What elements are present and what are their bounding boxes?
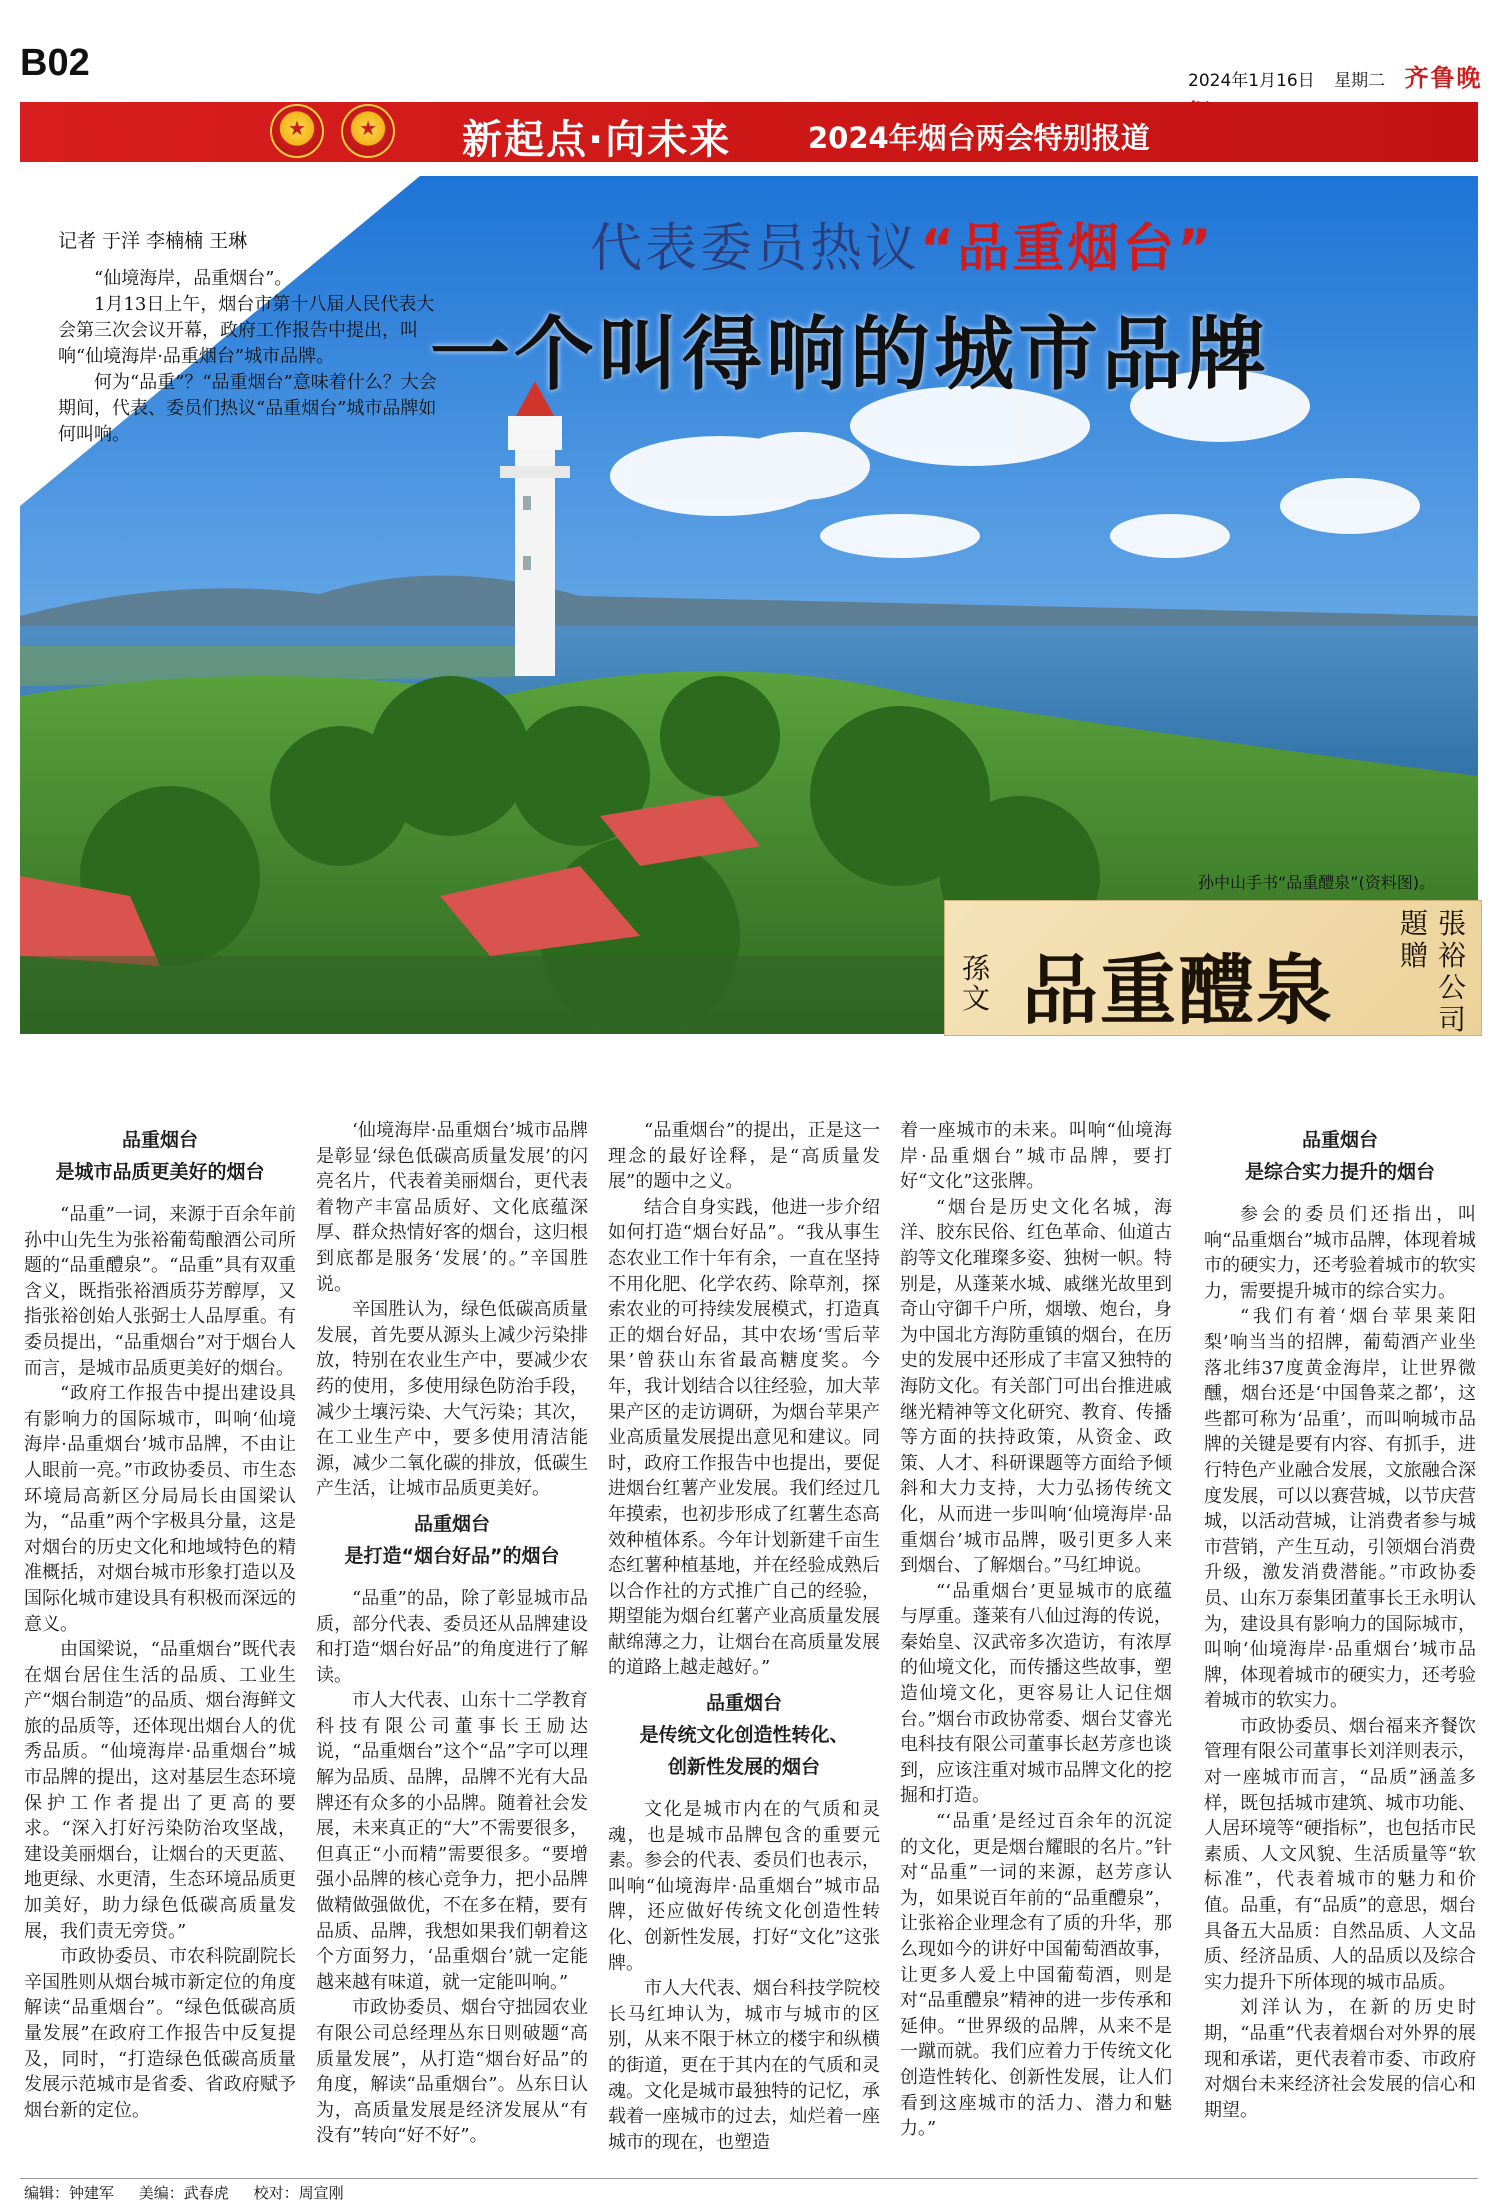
subhead-line: 创新性发展的烟台 bbox=[667, 1756, 820, 1779]
proofreader-credit: 校对：周宣刚 bbox=[253, 2184, 344, 2202]
body-paragraph: “‘品重烟台’更显城市的底蕴与厚重。蓬莱有八仙过海的传说，秦始皇、汉武帝多次造访，有浓厚的仙境文化，而传播这些故事，塑造仙境文化，更容易让人记住烟台。”烟台市政协常委、烟台艾睿光电科技有限公司董事长赵芳彦也谈到，应该注重对城市品牌文化的挖掘和打造。 bbox=[900, 1580, 1172, 1807]
body-paragraph: “政府工作报告中提出建设具有影响力的国际城市，叫响‘仙境海岸·品重烟台’城市品牌，不由让人眼前一亮。”市政协委员、市生态环境局高新区分局局长由国梁认为，“品重”两个字极具分量，这是对烟台的历史文化和地域特色的精准概括，对烟台城市形象打造以及国际化城市建设具有积极而深远的意义。 bbox=[24, 1383, 296, 1635]
body-paragraph: 参会的委员们还指出，叫响“品重烟台”城市品牌，体现着城市的硬实力，还考验着城市的软实力，需要提升城市的综合实力。 bbox=[1204, 1204, 1476, 1302]
photo-caption: 孙中山手书“品重醴泉”(资料图)。 bbox=[1198, 873, 1436, 892]
body-paragraph: 市政协委员、市农科院副院长辛国胜则从烟台城市新定位的角度解读“品重烟台”。“绿色低碳高质量发展”在政府工作报告中反复提及，同时，“打造绿色低碳高质量发展示范城市是省委、省政府赋予烟台新的定位。 bbox=[24, 1946, 296, 2121]
lead-paragraph: 何为“品重”？“品重烟台”意味着什么？大会期间，代表、委员们热议“品重烟台”城市品牌如何叫响。 bbox=[58, 372, 437, 445]
subhead-line: 是传统文化创造性转化、 bbox=[639, 1724, 849, 1747]
section-subhead bbox=[24, 1124, 296, 1188]
subhead-line: 品重烟台 bbox=[121, 1129, 198, 1151]
lead-paragraph: “仙境海岸，品重烟台”。 bbox=[94, 268, 293, 289]
body-paragraph: 市人大代表、烟台科技学院校长马红坤认为，城市与城市的区别，从来不限于林立的楼宇和纵横的街道，更在于其内在的气质和灵魂。文化是城市最独特的记忆，承载着一座城市的过去，灿烂着一座城市的现在，也塑造 bbox=[608, 1978, 880, 2153]
section-subhead bbox=[316, 1508, 588, 1572]
calligraphy-main-text: 品重醴泉 bbox=[1022, 946, 1334, 1035]
body-paragraph: “‘品重’是经过百余年的沉淀的文化，更是烟台耀眼的名片。”针对“品重”一词的来源，赵芳彦认为，如果说百年前的“品重醴泉”，让张裕企业理念有了质的升华，那么现如今的讲好中国葡萄酒故事，让更多人爱上中国葡萄酒，则是对“品重醴泉”精神的进一步传承和延伸。“世界级的品牌，从来不是一蹴而就。我们应着力于传统文化创造性转化、创新性发展，让人们看到这座城市的活力、潜力和魅力。” bbox=[900, 1811, 1172, 2140]
body-paragraph: ‘仙境海岸·品重烟台’城市品牌是彰显‘绿色低碳高质量发展’的闪亮名片，代表着美丽烟台，更代表着物产丰富品质好、文化底蕴深厚、群众热情好客的烟台，这归根到底都是服务‘发展’的。”辛国胜说。 bbox=[316, 1120, 588, 1295]
article-column-2 bbox=[316, 1118, 588, 2149]
subhead-line: 是城市品质更美好的烟台 bbox=[55, 1161, 265, 1183]
subhead-line: 品重烟台 bbox=[413, 1512, 490, 1535]
page-number: B02 bbox=[20, 42, 90, 84]
designer-credit: 美编：武春虎 bbox=[138, 2184, 229, 2202]
body-paragraph: 文化是城市内在的气质和灵魂，也是城市品牌包含的重要元素。参会的代表、委员们也表示，叫响“仙境海岸·品重烟台”城市品牌，还应做好传统文化创造性转化、创新性发展，打好“文化”这张牌。 bbox=[608, 1799, 880, 1974]
body-paragraph: “品重”的品，除了彰显城市品质，部分代表、委员还从品牌建设和打造“烟台好品”的角度进行了解读。 bbox=[316, 1587, 588, 1686]
body-paragraph: 由国梁说，“品重烟台”既代表在烟台居住生活的品质、工业生产“烟台制造”的品质、烟台海鲜文旅的品质等，还体现出烟台人的优秀品质。“仙境海岸·品重烟台”城市品牌的提出，这对基层生态环境保护工作者提出了更高的要求。“深入打好污染防治攻坚战，建设美丽烟台，让烟台的天更蓝、地更绿、水更清，生态环境品质更加美好，助力绿色低碳高质量发展，我们责无旁贷。” bbox=[24, 1639, 296, 1942]
credits-footer bbox=[24, 2182, 364, 2203]
calligraphy-signature: 孫文 bbox=[962, 952, 991, 1015]
body-paragraph: “我们有着‘烟台苹果莱阳梨’响当当的招牌，葡萄酒产业坐落北纬37度黄金海岸，让世界微醺，烟台还是‘中国鲁菜之都’，这些都可称为‘品重’，而叫响城市品牌的关键是要有内容、有抓手，进行特色产业融合发展，文旅融合深度发展，可以以赛营城，以节庆营城，以活动营城，让消费者参与城市营销，产生互动，引领烟台消费升级，激发消费潜能。”市政协委员、山东万泰集团董事长王永明认为，建设具有影响力的国际城市，叫响‘仙境海岸·品重烟台’城市品牌，体现着城市的硬实力，还考验着城市的软实力。 bbox=[1204, 1306, 1476, 1712]
body-paragraph: “烟台是历史文化名城，海洋、胶东民俗、红色革命、仙道古韵等文化璀璨多姿、独树一帜。特别是，从蓬莱水城、戚继光故里到奇山守御千户所，烟墩、炮台，身为中国北方海防重镇的烟台，在历史的发展中还形成了丰富又独特的海防文化。有关部门可出台推进戚继光精神等文化研究、教育、传播等方面的扶持政策，从资金、政策、人才、科研课题等方面给予倾斜和大力支持，大力弘扬传统文化，从而进一步叫响‘仙境海岸·品重烟台’城市品牌，吸引更多人来到烟台、了解烟台。”马红坤说。 bbox=[900, 1196, 1172, 1577]
calligraphy-dedication bbox=[1388, 908, 1468, 1036]
banner-subtitle: 2024年烟台两会特别报道 bbox=[808, 121, 1150, 155]
reporter-byline: 记者 于洋 李楠楠 王琳 bbox=[58, 230, 248, 252]
body-paragraph: 市政协委员、烟台福来齐餐饮管理有限公司董事长刘洋则表示，对一座城市而言，“品质”涵盖多样，既包括城市建筑、城市功能、人居环境等“硬指标”，也包括市民素质、人文风貌、生活质量等“软标准”，代表着城市的魅力和价值。品重，有“品质”的意思，烟台具备五大品质：自然品质、人文品质、经济品质、人的品质以及综合实力提升下所体现的城市品质。 bbox=[1204, 1715, 1476, 1993]
body-paragraph: 市政协委员、烟台守拙园农业有限公司总经理丛东日则破题“高质量发展”，从打造“烟台好品”的角度，解读“品重烟台”。丛东日认为，高质量发展是经济发展从“有没有”转向“好不好”。 bbox=[316, 1997, 588, 2147]
lead-paragraphs bbox=[58, 266, 448, 448]
issue-date: 2024年1月16日 bbox=[1188, 71, 1315, 91]
issue-weekday: 星期二 bbox=[1334, 71, 1386, 91]
headline-kicker bbox=[590, 206, 1214, 281]
subhead-line: 是综合实力提升的烟台 bbox=[1244, 1161, 1435, 1183]
section-subhead bbox=[608, 1687, 880, 1783]
special-report-banner bbox=[20, 102, 1478, 162]
footer-divider bbox=[20, 2178, 1478, 2179]
national-emblem-icon bbox=[270, 104, 324, 158]
article-column-3 bbox=[608, 1118, 880, 2155]
article-column-4 bbox=[900, 1118, 1172, 2142]
body-paragraph: 刘洋认为，在新的历史时期，“品重”代表着烟台对外界的展现和承诺，更代表着市委、市政府对烟台未来经济社会发展的信心和期望。 bbox=[1204, 1997, 1476, 2121]
lead-paragraph: 1月13日上午，烟台市第十八届人民代表大会第三次会议开幕，政府工作报告中提出，叫响“仙境海岸·品重烟台”城市品牌。 bbox=[58, 294, 435, 367]
subhead-line: 品重烟台 bbox=[705, 1692, 782, 1715]
body-paragraph: 市人大代表、山东十二学教育科技有限公司董事长王励达说，“品重烟台”这个“品”字可以理解为品质、品牌，品牌不光有大品牌还有众多的小品牌。随着社会发展，未来真正的“大”不需要很多，但真正“小而精”需要很多。“要增强小品牌的核心竞争力，把小品牌做精做强做优，不在多在精，要有品质、品牌，我想如果我们朝着这个方面努力，‘品重烟台’就一定能越来越有味道，就一定能叫响。” bbox=[316, 1690, 588, 1993]
banner-title: 新起点·向未来 bbox=[462, 117, 732, 163]
editor-credit: 编辑：钟建军 bbox=[24, 2184, 115, 2202]
body-paragraph: 着一座城市的未来。叫响“仙境海岸·品重烟台”城市品牌，要打好“文化”这张牌。 bbox=[900, 1120, 1172, 1193]
article-column-1 bbox=[24, 1118, 296, 2123]
emblem-group bbox=[270, 104, 407, 162]
body-paragraph: 辛国胜认为，绿色低碳高质量发展，首先要从源头上减少污染排放，特别在农业生产中，要减少农药的使用，多使用绿色防治手段，减少土壤污染、大气污染；其次，在工业生产中，要多使用清洁能源，减少二氧化碳的排放，低碳生产生活，让城市品质更美好。 bbox=[316, 1299, 588, 1500]
section-subhead bbox=[1204, 1124, 1476, 1188]
calligraphy-dedication-col: 題贈 bbox=[1399, 907, 1428, 972]
cppcc-emblem-icon bbox=[341, 104, 395, 158]
body-paragraph: “品重烟台”的提出，正是这一理念的最好诠释，是“高质量发展”的题中之义。 bbox=[608, 1120, 880, 1193]
headline-kicker-text: 代表委员热议 bbox=[590, 219, 921, 279]
main-headline: 一个叫得响的城市品牌 bbox=[430, 307, 1270, 401]
headline-highlight: “品重烟台” bbox=[920, 219, 1215, 279]
subhead-line: 品重烟台 bbox=[1301, 1129, 1378, 1151]
newspaper-logo: 齐鲁晚 bbox=[1404, 63, 1483, 92]
body-paragraph: 结合自身实践，他进一步介绍如何打造“烟台好品”。“我从事生态农业工作十年有余，一直在坚持不用化肥、化学农药、除草剂，探索农业的可持续发展模式，打造真正的烟台好品，其中农场‘雪后苹果’曾获山东省最高糖度奖。今年，我计划结合以往经验，加大苹果产区的走访调研，为烟台苹果产业高质量发展提出意见和建议。同时，政府工作报告中也提出，要促进烟台红薯产业发展。我们经过几年摸索，也初步形成了红薯生态高效种植体系。今年计划新建千亩生态红薯种植基地，并在经验成熟后以合作社的方式推广自己的经验，期望能为烟台红薯产业高质量发展献绵薄之力，让烟台在高质量发展的道路上越走越好。” bbox=[608, 1196, 880, 1679]
subhead-line: 是打造“烟台好品”的烟台 bbox=[344, 1544, 560, 1567]
article-column-5 bbox=[1204, 1118, 1476, 2123]
calligraphy-dedication-col: 張裕公司 bbox=[1437, 907, 1466, 1036]
body-paragraph: “品重”一词，来源于百余年前孙中山先生为张裕葡萄酿酒公司所题的“品重醴泉”。“品重”具有双重含义，既指张裕酒质芬芳醇厚，又指张裕创始人张弼士人品厚重。有委员提出，“品重烟台”对于烟台人而言，是城市品质更美好的烟台。 bbox=[24, 1204, 296, 1379]
